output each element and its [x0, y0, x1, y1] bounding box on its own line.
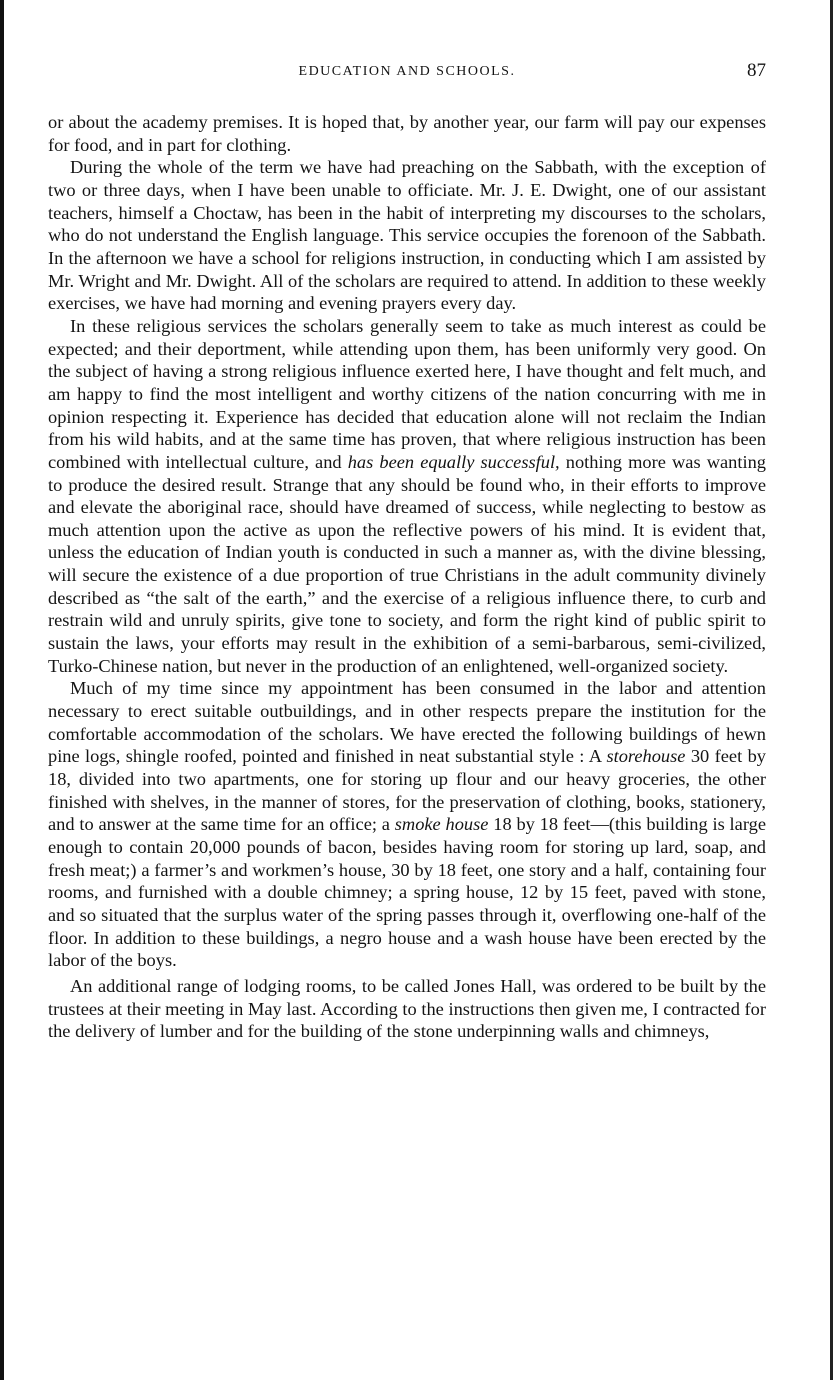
italic-text-run: has been equally successful, [347, 451, 560, 472]
text-run: An additional range of lodging rooms, to be called Jones Hall, was ordered to be built by the trustees at their meeting in May last. According to the instructions then given me, I contracted for the delivery of lumber and for the building of the stone underpinning walls and chimneys, [48, 975, 766, 1042]
text-run: During the whole of the term we have had preaching on the Sabbath, with the exception of two or three days, when I have been unable to officiate. Mr. J. E. Dwight, one of our assistant teachers, himself a Choctaw, has been in the habit of interpreting my discourses to the scholars, who do not understand the English language. This service occupies the forenoon of the Sabbath. In the afternoon we have a school for religions instruction, in conducting which I am assisted by Mr. Wright and Mr. Dwight. All of the scholars are required to attend. In addition to these weekly exercises, we have had morning and evening prayers every day. [48, 157, 766, 314]
paragraph [48, 315, 766, 678]
italic-text-run: smoke house [394, 814, 489, 835]
text-run: 30 feet by 18, divided into two apartments, one for storing up flour and our heavy groceries, the other finished with shelves, in the manner of stores, for the preservation of clothing, books, stationery, and to answer at the same time for an office; a [48, 746, 766, 835]
paragraph [48, 975, 766, 1043]
italic-text-run: storehouse [606, 746, 686, 767]
running-title: EDUCATION AND SCHOOLS. [298, 64, 516, 79]
text-run: or about the academy premises. It is hoped that, by another year, our farm will pay our expenses for food, and in part for clothing. [48, 112, 766, 155]
text-run: Much of my time since my appointment has been consumed in the labor and attention necessary to erect suitable outbuildings, and in other respects prepare the institution for the comfortable accommodation of the scholars. We have erected the following buildings of hewn pine logs, shingle roofed, pointed and finished in neat substantial style : A [48, 678, 766, 767]
page-number: 87 [747, 60, 766, 81]
text-run: In these religious services the scholars generally seem to take as much interest as could be expected; and their deportment, while attending upon them, has been uniformly very good. On the subject of having a strong religious influence exerted here, I have thought and felt much, and am happy to find the most intelligent and worthy citizens of the nation concurring with me in opinion respecting it. Experience has decided that education alone will not reclaim the Indian from his wild habits, and at the same time has proven, that where religious instruction has been combined with intellectual culture, and [48, 315, 766, 472]
paragraph [48, 677, 766, 972]
paragraph [48, 156, 766, 315]
text-run: 18 by 18 feet—(this building is large enough to contain 20,000 pounds of bacon, besides having room for storing up lard, soap, and fresh meat;) a farmer’s and workmen’s house, 30 by 18 feet, one story and a half, containing four rooms, and furnished with a double chimney; a spring house, 12 by 15 feet, paved with stone, and so situated that the surplus water of the spring passes through it, overflowing one-half of the floor. In addition to these buildings, a negro house and a wash house have been erected by the labor of the boys. [48, 814, 766, 971]
paragraph [48, 111, 766, 156]
text-run: nothing more was wanting to produce the desired result. Strange that any should be found who, in their efforts to improve and elevate the aboriginal race, should have dreamed of success, while neglecting to bestow as much attention upon the active as upon the reflective powers of his mind. It is evident that, unless the education of Indian youth is conducted in such a manner as, with the divine blessing, will secure the existence of a due proportion of true Christians in the adult community divinely described as “the salt of the earth,” and the exercise of a religious influence there, to curb and restrain wild and unruly spirits, give tone to society, and form the right kind of public spirit to sustain the laws, your efforts may result in the exhibition of a semi-barbarous, semi-civilized, Turko-Chinese nation, but never in the production of an enlightened, well-organized society. [48, 451, 766, 676]
body-text [48, 111, 766, 1043]
page-left-edge [0, 0, 4, 1380]
page-header [48, 60, 766, 90]
